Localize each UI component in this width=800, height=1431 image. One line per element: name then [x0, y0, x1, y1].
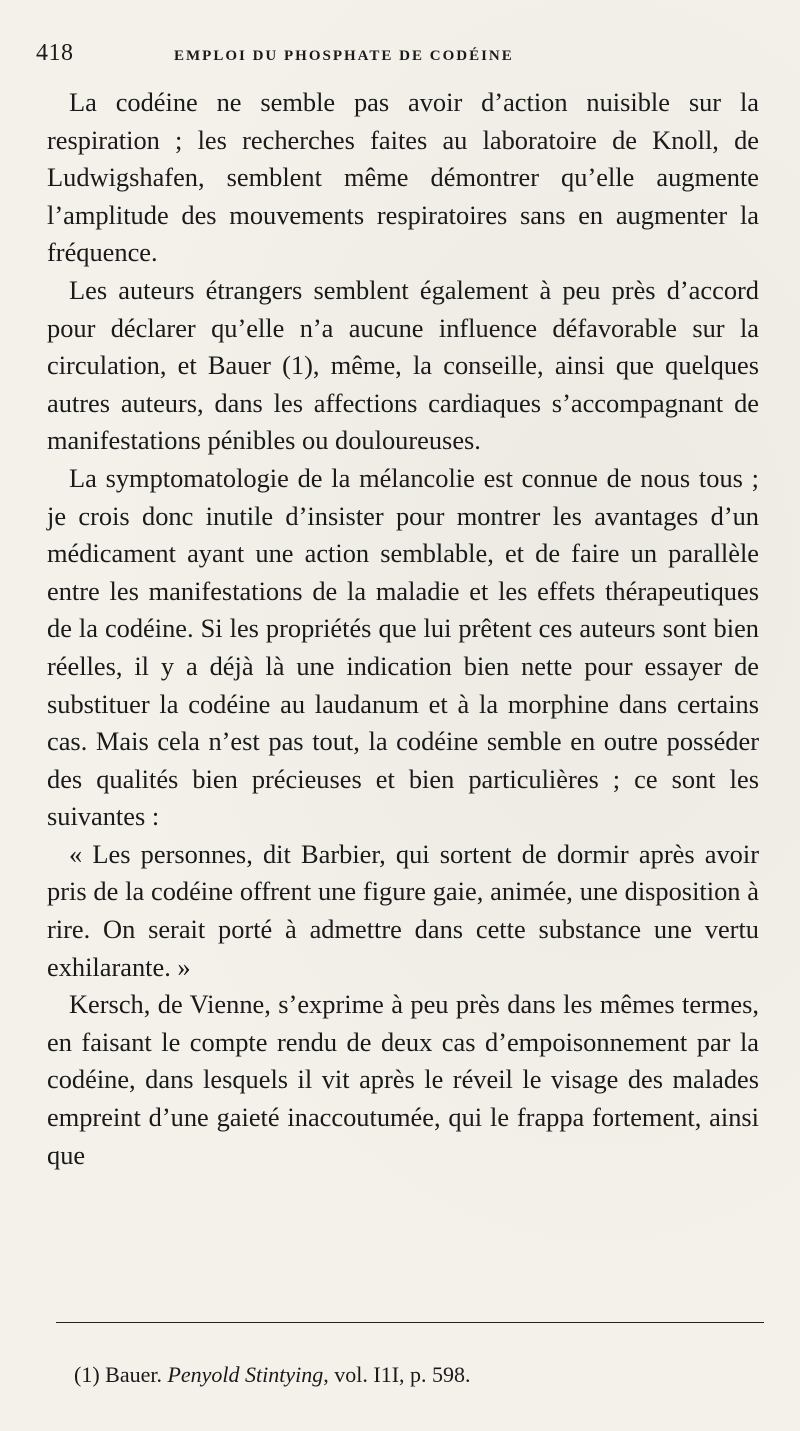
running-head: EMPLOI DU PHOSPHATE DE CODÉINE [174, 48, 514, 64]
paragraph-respiration: La codéine ne semble pas avoir d’action nuisible sur la respiration ; les recherches faites au laboratoire de Knoll, de Ludwigshafen, semblent même démontrer qu’elle augmente l’amplitude des mouvements respiratoires sans en augmenter la fréquence. [47, 87, 759, 268]
paragraph-melancolie: La symptomatologie de la mélancolie est connue de nous tous ; je crois donc inutile d’insister pour montrer les avantages d’un médicament ayant une action semblable, et de faire un parallèle entre les manifestations de la maladie et les effets thérapeutiques de la codéine. Si les propriétés que lui prêtent ces auteurs sont bien réelles, il y a déjà là une indication bien nette pour essayer de substituer la codéine au laudanum et à la morphine dans certains cas. Mais cela n’est pas tout, la codéine semble en outre posséder des qualités bien précieuses et bien particulières ; ce sont les suivantes : [47, 462, 759, 832]
footnote-divider [56, 1322, 764, 1323]
footnote-marker: (1) Bauer. [74, 1362, 162, 1387]
footnote-title: Penyold Stintying [167, 1362, 324, 1387]
footnote-reference: , vol. I1I, p. 598. [323, 1362, 471, 1387]
page-header [36, 40, 766, 70]
footnote [74, 1360, 764, 1390]
page-number: 418 [36, 40, 74, 66]
paragraph-barbier-quote: « Les personnes, dit Barbier, qui sortent de dormir après avoir pris de la codéine offrent une figure gaie, animée, une disposition à rire. On serait porté à admettre dans cette substance une vertu exhilarante. » [47, 838, 759, 982]
body-text [47, 84, 759, 1280]
paragraph-circulation: Les auteurs étrangers semblent également à peu près d’accord pour déclarer qu’elle n’a aucune influence défavorable sur la circulation, et Bauer (1), même, la conseille, ainsi que quelques autres auteurs, dans les affections cardiaques s’accompagnant de manifestations pénibles ou douloureuses. [47, 274, 759, 456]
paragraph-kersch: Kersch, de Vienne, s’exprime à peu près dans les mêmes termes, en faisant le compte rendu de deux cas d’empoisonnement par la codéine, dans lesquels il vit après le réveil le visage des malades empreint d’une gaieté inaccoutumée, qui le frappa fortement, ainsi que [47, 989, 759, 1170]
